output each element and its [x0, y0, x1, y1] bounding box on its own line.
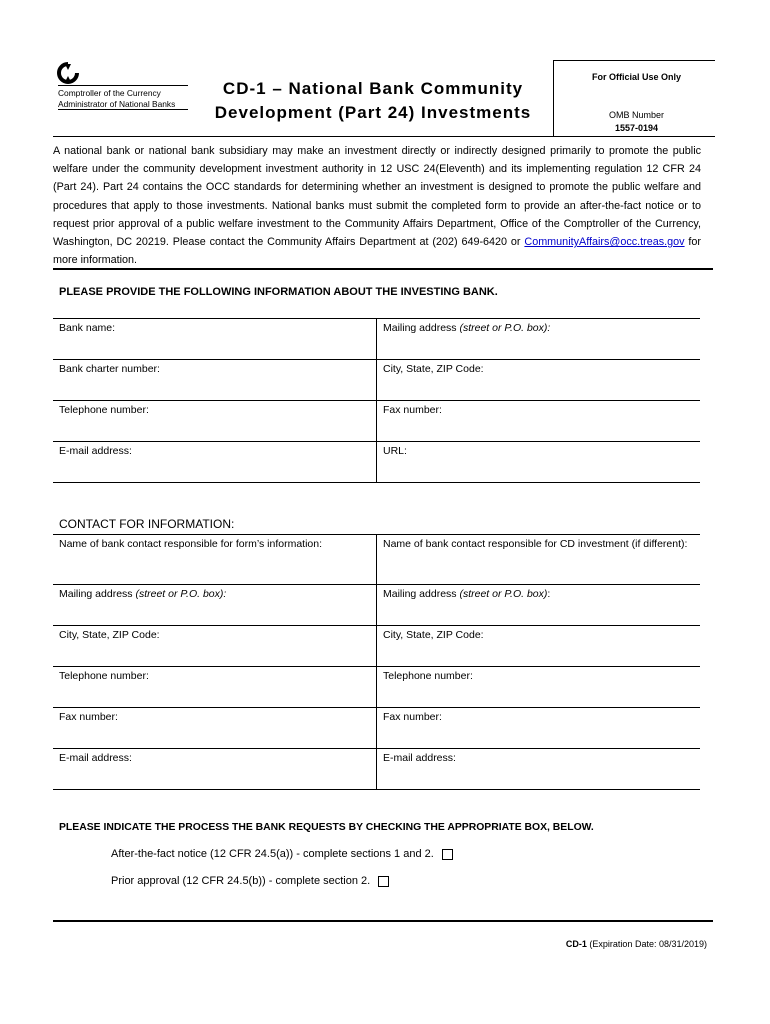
footer-form-id	[566, 939, 707, 949]
official-use-label: For Official Use Only	[591, 72, 682, 82]
option-label: Prior approval (12 CFR 24.5(b)) - complete section 2.	[111, 875, 371, 887]
cd-contact-mailing-field[interactable]	[376, 585, 700, 625]
bank-section-title: PLEASE PROVIDE THE FOLLOWING INFORMATION ABOUT THE INVESTING BANK.	[59, 286, 498, 298]
table-row	[53, 360, 700, 401]
community-affairs-email-link[interactable]: CommunityAffairs@occ.treas.gov	[524, 236, 685, 249]
field-label: Name of bank contact responsible for CD investment (if different):	[383, 538, 688, 550]
table-row	[53, 401, 700, 442]
section-divider	[53, 268, 713, 270]
field-label: Fax number:	[383, 404, 442, 416]
bank-city-state-zip-field[interactable]	[376, 360, 700, 400]
title-line-2: Development (Part 24) Investments	[214, 103, 532, 122]
table-row	[53, 585, 700, 626]
header-rule-bottom	[53, 136, 715, 137]
logo-rule	[58, 85, 188, 86]
field-hint: (street or P.O. box)	[459, 588, 548, 600]
bank-info-grid	[53, 318, 700, 483]
logo-rule	[58, 109, 188, 110]
cd-contact-city-field[interactable]	[376, 626, 700, 666]
field-label: Mailing address	[383, 322, 457, 334]
form-header	[53, 60, 715, 136]
table-row	[53, 708, 700, 749]
field-colon: :	[547, 588, 551, 600]
bank-charter-number-field[interactable]	[53, 360, 376, 400]
contact-section-title: CONTACT FOR INFORMATION:	[59, 517, 235, 531]
omb-number: 1557-0194	[614, 123, 659, 133]
field-label: Telephone number:	[59, 404, 149, 416]
omb-label: OMB Number	[608, 110, 664, 120]
table-row	[53, 535, 700, 585]
intro-text-end: for more information.	[53, 236, 702, 267]
agency-line-1: Comptroller of the Currency	[58, 88, 161, 98]
field-label: Mailing address	[59, 588, 133, 600]
contact-info-grid	[53, 534, 700, 790]
intro-paragraph	[53, 142, 701, 269]
form-contact-email-field[interactable]	[53, 749, 376, 789]
field-label: Telephone number:	[383, 670, 473, 682]
form-contact-fax-field[interactable]	[53, 708, 376, 748]
field-label: Mailing address	[383, 588, 457, 600]
bank-telephone-field[interactable]	[53, 401, 376, 441]
field-label: Bank charter number:	[59, 363, 160, 375]
field-label: City, State, ZIP Code:	[59, 629, 160, 641]
form-id: CD-1	[565, 939, 587, 949]
bank-email-field[interactable]	[53, 442, 376, 482]
intro-text: A national bank or national bank subsidiary may make an investment directly or indirectly designed primarily to promote the public welfare under the community development investment authority in 12 USC 24(Eleventh) and its implementing regulation 12 CFR 24 (Part 24). Part 24 contains the OCC standards for determining whether an investment is designed to promote the public welfare and procedures that apply to those investments. National banks must submit the completed form to provide an after-the-fact notice or to request prior approval of a public welfare investment to the Community Affairs Department, Office of the Comptroller of the Currency, Washington, DC 20219. Please contact the Community Affairs Department at (202) 649-6420 or	[53, 145, 701, 249]
agency-name	[58, 88, 175, 109]
field-label: Telephone number:	[59, 670, 149, 682]
expiration-date: (Expiration Date: 08/31/2019)	[586, 939, 707, 949]
title-line-1: CD-1 – National Bank Community	[222, 79, 524, 98]
field-label: E-mail address:	[59, 752, 132, 764]
field-label: E-mail address:	[383, 752, 456, 764]
table-row	[53, 749, 700, 790]
field-label: Fax number:	[383, 711, 442, 723]
field-hint: (street or P.O. box):	[459, 322, 551, 334]
after-the-fact-checkbox[interactable]	[442, 849, 453, 860]
bank-fax-field[interactable]	[376, 401, 700, 441]
footer-divider	[53, 920, 713, 922]
header-rule-top	[553, 60, 715, 61]
form-contact-name-field[interactable]	[53, 535, 376, 584]
field-label: City, State, ZIP Code:	[383, 629, 484, 641]
field-label: Name of bank contact responsible for form’s information:	[59, 538, 323, 550]
table-row	[53, 667, 700, 708]
field-label: Bank name:	[59, 322, 116, 334]
cd-contact-telephone-field[interactable]	[376, 667, 700, 707]
process-section-title: PLEASE INDICATE THE PROCESS THE BANK REQUESTS BY CHECKING THE APPROPRIATE BOX, BELOW.	[59, 822, 594, 833]
prior-approval-checkbox[interactable]	[378, 876, 389, 887]
agency-line-2: Administrator of National Banks	[58, 98, 176, 109]
bank-url-field[interactable]	[376, 442, 700, 482]
field-label: Fax number:	[59, 711, 118, 723]
omb-block	[558, 109, 715, 135]
cd-contact-fax-field[interactable]	[376, 708, 700, 748]
prior-approval-option[interactable]	[111, 875, 389, 887]
table-row	[53, 626, 700, 667]
form-title	[203, 77, 543, 125]
field-hint: (street or P.O. box):	[135, 588, 227, 600]
field-label: URL:	[383, 445, 407, 457]
form-contact-city-field[interactable]	[53, 626, 376, 666]
after-the-fact-option[interactable]	[111, 848, 453, 860]
table-row	[53, 442, 700, 483]
cd-contact-name-field[interactable]	[376, 535, 700, 584]
field-label: City, State, ZIP Code:	[383, 363, 484, 375]
header-divider	[553, 60, 554, 136]
bank-mailing-address-field[interactable]	[376, 319, 700, 359]
option-label: After-the-fact notice (12 CFR 24.5(a)) - complete sections 1 and 2.	[111, 848, 434, 860]
table-row	[53, 319, 700, 360]
cd-contact-email-field[interactable]	[376, 749, 700, 789]
form-contact-telephone-field[interactable]	[53, 667, 376, 707]
occ-logo-icon	[57, 62, 79, 84]
bank-name-field[interactable]	[53, 319, 376, 359]
field-label: E-mail address:	[59, 445, 132, 457]
form-contact-mailing-field[interactable]	[53, 585, 376, 625]
